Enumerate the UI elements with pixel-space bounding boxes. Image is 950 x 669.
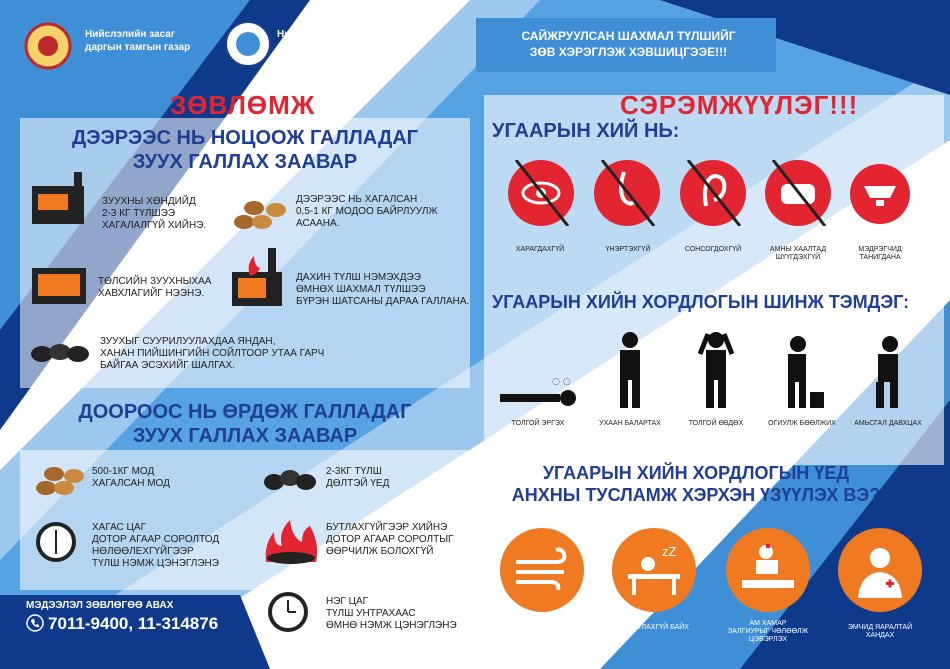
doctor-icon: [838, 528, 922, 612]
section2-title: ДООРООС НЬ ӨРДӨЖ ГАЛЛАДАГ ЗУУХ ГАЛЛАХ ЗААВАР: [78, 401, 412, 447]
symptom-2: УХААН БАЛАРТАХ: [599, 420, 661, 427]
s1-item-3: ТӨЛСИЙН ЗУУХНЫХАА ХАВХЛАГИЙГ НЭЭНЭ.: [98, 276, 212, 299]
firewood-icon: [232, 196, 288, 230]
mask-crossed-icon: [765, 160, 831, 226]
symptoms-title: УГААРЫН ХИЙН ХОРДЛОГЫН ШИНЖ ТЭМДЭГ:: [492, 292, 910, 312]
headache-person-icon: [694, 330, 738, 410]
s2-item-1: 500-1КГ МОД ХАГАЛСАН МОД: [92, 466, 170, 489]
aid-title: УГААРЫН ХИЙН ХОРДЛОГЫН ҮЕД АНХНЫ ТУСЛАМЖ ХЭРХЭН ҮЗҮҮЛЭХ ВЭ?: [511, 463, 881, 505]
eye-crossed-icon: [508, 160, 574, 226]
air-agency-logo: [222, 18, 274, 70]
org2-name: Нийслэлийн Агаарын бохирдолтой тэмцэх газар: [277, 29, 409, 53]
phone-icon: [26, 614, 44, 632]
section1-title: ДЭЭРЭЭС НЬ НОЦООЖ ГАЛЛАДАГ ЗУУХ ГАЛЛАХ ЗААВАР: [71, 127, 418, 173]
s1-item-4: ДАХИН ТҮЛШ НЭМЭХДЭЭ ӨМНӨХ ШАХМАЛ ТҮЛШЭЭ БҮРЭН ШАТСАНЫ ДАРАА ГАЛЛАНА.: [296, 272, 470, 307]
symptom-1: ТОЛГОЙ ЭРГЭХ: [511, 420, 565, 427]
org1-name: Нийслэлийн засаг даргын тамгын газар: [85, 29, 191, 53]
coal-briquettes-icon: [30, 340, 92, 364]
fire-icon: [262, 518, 320, 566]
phone-number[interactable]: 7011-9400, 11-314876: [48, 614, 219, 633]
fainting-person-icon: [608, 330, 652, 410]
co-title: УГААРЫН ХИЙ НЬ:: [492, 120, 680, 142]
s2-item-3: ХАГАС ЦАГ ДОТОР АГААР СОРОЛТОД НӨЛӨӨЛЕХГҮЙГЭЭР ТҮЛШ НЭМЖ ЦЭНЭГЛЭНЭ: [92, 522, 220, 569]
top-banner-text: САЙЖРУУЛСАН ШАХМАЛ ТҮЛШИЙГ ЗӨВ ХЭРЭГЛЭЖ ХЭВШИЦГЭЭЕ!!!: [521, 29, 736, 59]
co-prop-3: СОНСОГДОХГҮЙ: [684, 246, 742, 253]
burning-stove-icon: [228, 248, 288, 310]
aid-step-4: ЭМЧИД ЯАРАЛТАЙ ХАНДАХ: [847, 624, 913, 639]
symptom-4: ОГИУЛЖ БӨӨЛЖИХ: [768, 420, 836, 427]
s2-item-4: БУТЛАХГҮЙГЭЭР ХИЙНЭ ДОТОР АГААР СОРОЛТЫГ ӨӨРЧИЛЖ БОЛОХГҮЙ: [326, 522, 454, 557]
co-prop-4: АМНЫ ХААЛТАД ШҮҮГДЭХГҮЙ: [769, 246, 827, 261]
warning-title: СЭРЭМЖҮҮЛЭГ!!!: [620, 90, 859, 120]
contact-label: МЭДЭЭЛЭЛ ЗӨВЛӨГӨӨ АВАХ: [26, 600, 174, 611]
co-prop-2: ҮНЭРТЭХГҮЙ: [605, 246, 651, 253]
s1-item-5: ЗУУХЫГ СУУРИЛУУЛАХДАА ЯНДАН, ХАНАН ПИЙШИНГИЙН СОЙЛТООР УТАА ГАРЧ БАЙГАА ЭСЭХИЙГ ШАЛГАХ.: [100, 336, 325, 371]
s2-item-2: 2-3КГ ТҮЛШ ДӨЛТЭЙ ҮЕД: [326, 466, 390, 489]
stove-damper-icon: [30, 266, 88, 306]
aid-step-2: УНТУУЛАХГҮЙ БАЙХ: [619, 624, 689, 631]
sleeping-at-desk-icon: [612, 528, 696, 612]
stove-icon: [28, 172, 90, 228]
clock-hour-icon: [268, 592, 308, 632]
nose-crossed-icon: [594, 160, 660, 226]
coal-icon: [262, 466, 318, 492]
advice-title: ЗӨВЛӨМЖ: [170, 90, 316, 120]
emblem-logo: [22, 20, 74, 70]
co-prop-5: МЭДРЭГЧИД ТАНИГДАНА: [858, 246, 902, 261]
wood-pile-icon: [34, 464, 88, 496]
co-prop-1: ХАРАГДАХГҮЙ: [515, 246, 565, 253]
aid-step-1: УГААРТАЙ ОРЧНООС АГААРТ ГАРГАХ: [505, 620, 579, 635]
symptom-3: ТОЛГОЙ ӨВДӨХ: [688, 420, 744, 427]
s2-item-5: НЭГ ЦАГ ТҮЛШ УНТРАХААС ӨМНӨ НЭМЖ ЦЭНЭГЛЭНЭ: [326, 596, 457, 631]
svg-text:zZ: zZ: [662, 545, 677, 559]
wind-icon: [500, 528, 584, 612]
dizzy-lying-icon: [496, 372, 580, 408]
s1-item-2: ДЭЭРЭЭС НЬ ХАГАЛСАН 0,5-1 КГ МОДОО БАЙРЛУУЛЖ АСААНА.: [296, 194, 438, 229]
breathless-person-icon: [864, 332, 912, 410]
ear-crossed-icon: [680, 160, 746, 226]
nausea-person-icon: [778, 332, 826, 410]
s1-item-1: ЗУУХНЫ ХӨНДИЙД 2-3 КГ ТҮЛШЭЭ ХАГАЛАЛГҮЙ ХИЙНЭ.: [102, 196, 207, 231]
clock-half-icon: [36, 522, 76, 562]
symptom-5: АМЬСГАЛ ДАВХЦАХ: [854, 420, 922, 427]
aid-step-3: АМ ХАМАР ЗАЛГИУРЫГ ЧӨЛӨӨЛЖ ЦЭВЭРЛЭХ: [727, 620, 809, 643]
svg-text:◌ ◌: ◌ ◌: [552, 377, 571, 387]
first-aid-cpr-icon: [726, 528, 810, 612]
smoke-detector-icon: [850, 164, 910, 224]
